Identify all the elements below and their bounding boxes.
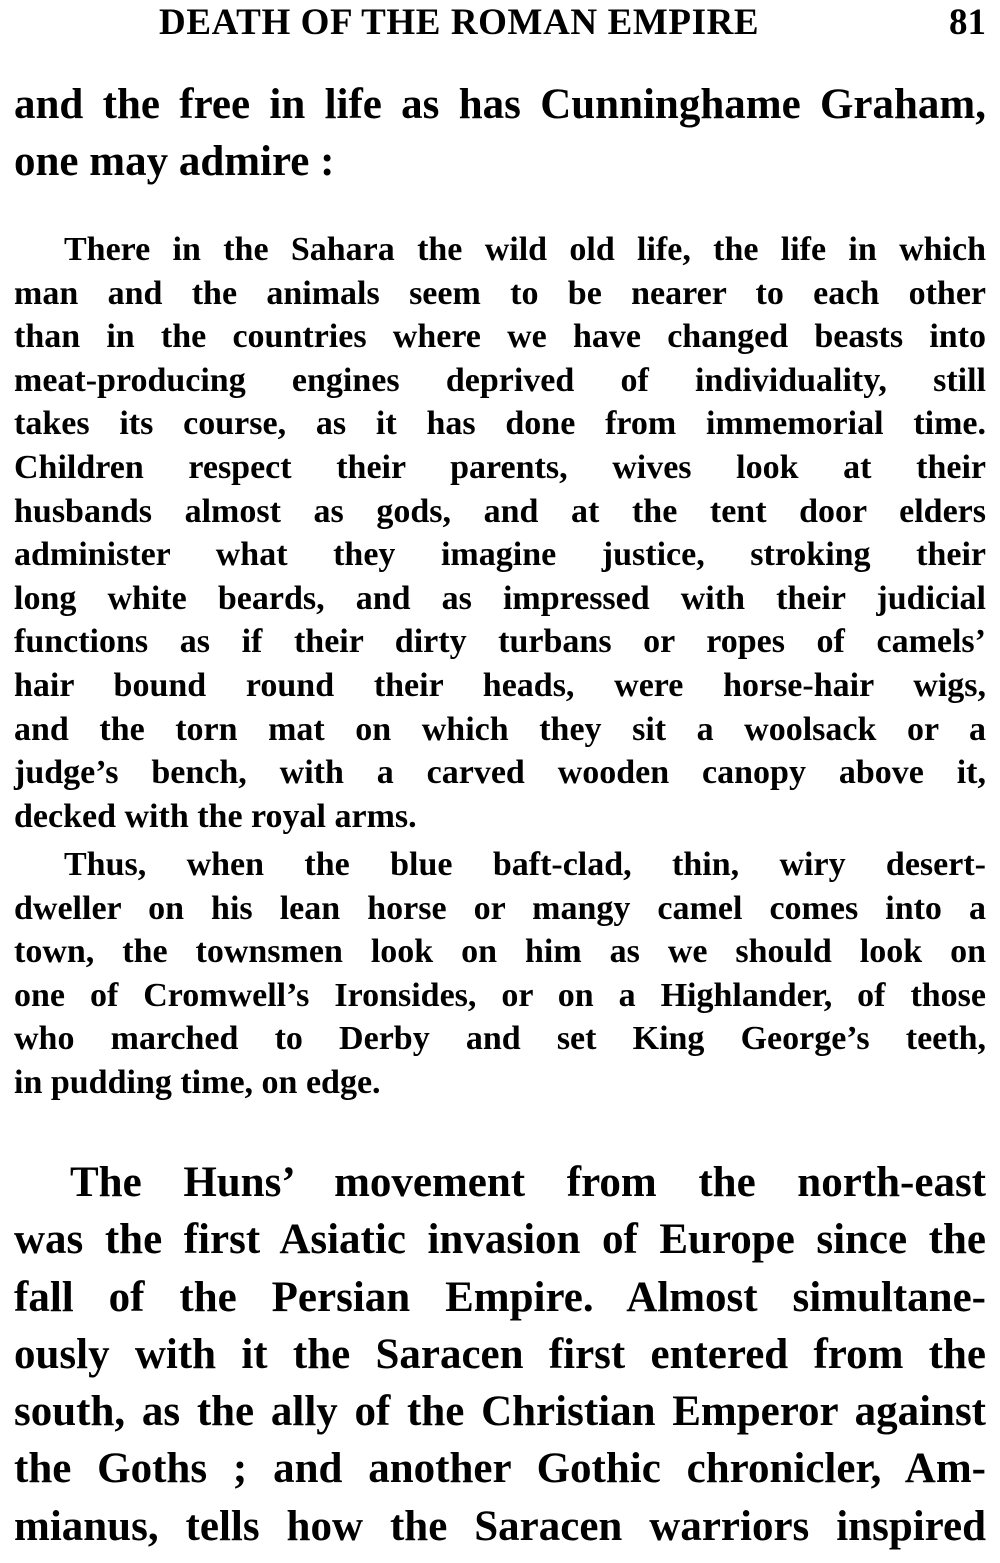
text-line: functions as if their dirty turbans or ropes of camels’: [14, 623, 986, 661]
text-line: administer what they imagine justice, stroking their: [14, 536, 986, 574]
main-paragraph: [14, 1154, 986, 1555]
intro-paragraph: [14, 76, 986, 190]
text-line: dweller on his lean horse or mangy camel comes into a: [14, 889, 986, 927]
text-line: who marched to Derby and set King George’s teeth,: [14, 1020, 986, 1058]
text-line: man and the animals seem to be nearer to each other: [14, 274, 986, 312]
text-line: town, the townsmen look on him as we should look on: [14, 933, 986, 971]
block-quote-paragraph-1: [14, 228, 986, 838]
text-line: judge’s bench, with a carved wooden canopy above it,: [14, 754, 986, 792]
text-line: husbands almost as gods, and at the tent door elders: [14, 492, 986, 530]
text-line: hair bound round their heads, were horse-hair wigs,: [14, 666, 986, 704]
text-line: There in the Sahara the wild old life, the life in which: [64, 231, 986, 268]
text-line: was the first Asiatic invasion of Europe since the: [14, 1216, 986, 1264]
page-number: 81: [949, 2, 986, 43]
text-line: mianus, tells how the Saracen warriors inspired: [14, 1502, 986, 1550]
text-line: decked with the royal arms.: [14, 797, 417, 835]
text-line: takes its course, as it has done from immemorial time.: [14, 405, 986, 443]
text-line: and the free in life as has Cunninghame Graham,: [14, 81, 986, 128]
text-line: the Goths ; and another Gothic chronicler, Am-: [14, 1445, 986, 1493]
text-line: one may admire :: [14, 138, 335, 185]
text-line: one of Cromwell’s Ironsides, or on a Highlander, of those: [14, 976, 986, 1014]
text-line: Thus, when the blue baft-clad, thin, wiry desert-: [64, 846, 986, 883]
text-line: The Huns’ movement from the north-east: [70, 1159, 986, 1206]
text-line: than in the countries where we have changed beasts into: [14, 318, 986, 356]
text-line: long white beards, and as impressed with their judicial: [14, 579, 986, 617]
text-line: ously with it the Saracen first entered from the: [14, 1330, 986, 1378]
text-line: and the torn mat on which they sit a woolsack or a: [14, 710, 986, 748]
block-quote-paragraph-2: [14, 843, 986, 1105]
text-line: south, as the ally of the Christian Emperor against: [14, 1388, 986, 1436]
running-head: [14, 2, 986, 44]
text-line: meat-producing engines deprived of individuality, still: [14, 361, 986, 399]
running-title: DEATH OF THE ROMAN EMPIRE: [159, 2, 760, 43]
text-line: fall of the Persian Empire. Almost simultane-: [14, 1273, 986, 1321]
text-line: Children respect their parents, wives look at their: [14, 448, 986, 486]
book-page: [14, 0, 986, 1563]
text-line: in pudding time, on edge.: [14, 1063, 381, 1101]
